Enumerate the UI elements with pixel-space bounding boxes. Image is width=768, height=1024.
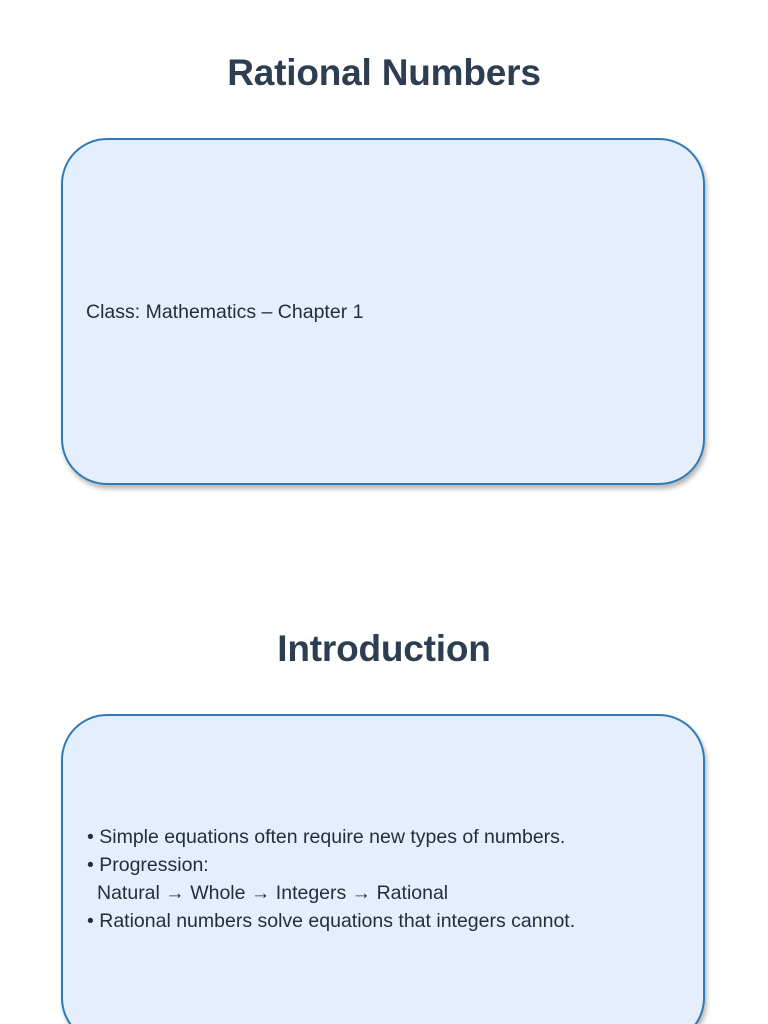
slide-title: Introduction bbox=[277, 628, 491, 669]
content-box bbox=[61, 138, 705, 485]
bullet-item: • Simple equations often require new types of numbers. bbox=[87, 826, 566, 848]
class-subtitle: Class: Mathematics – Chapter 1 bbox=[86, 300, 364, 323]
bullet-item: • Progression: bbox=[87, 854, 209, 876]
slide-title: Rational Numbers bbox=[227, 52, 541, 93]
bullet-subline: Natural → Whole → Integers → Rational bbox=[97, 882, 449, 904]
bullet-item: • Rational numbers solve equations that integers cannot. bbox=[87, 910, 576, 932]
bullet-list bbox=[63, 823, 575, 935]
content-box bbox=[61, 714, 705, 1024]
introduction-slide bbox=[0, 576, 768, 1024]
